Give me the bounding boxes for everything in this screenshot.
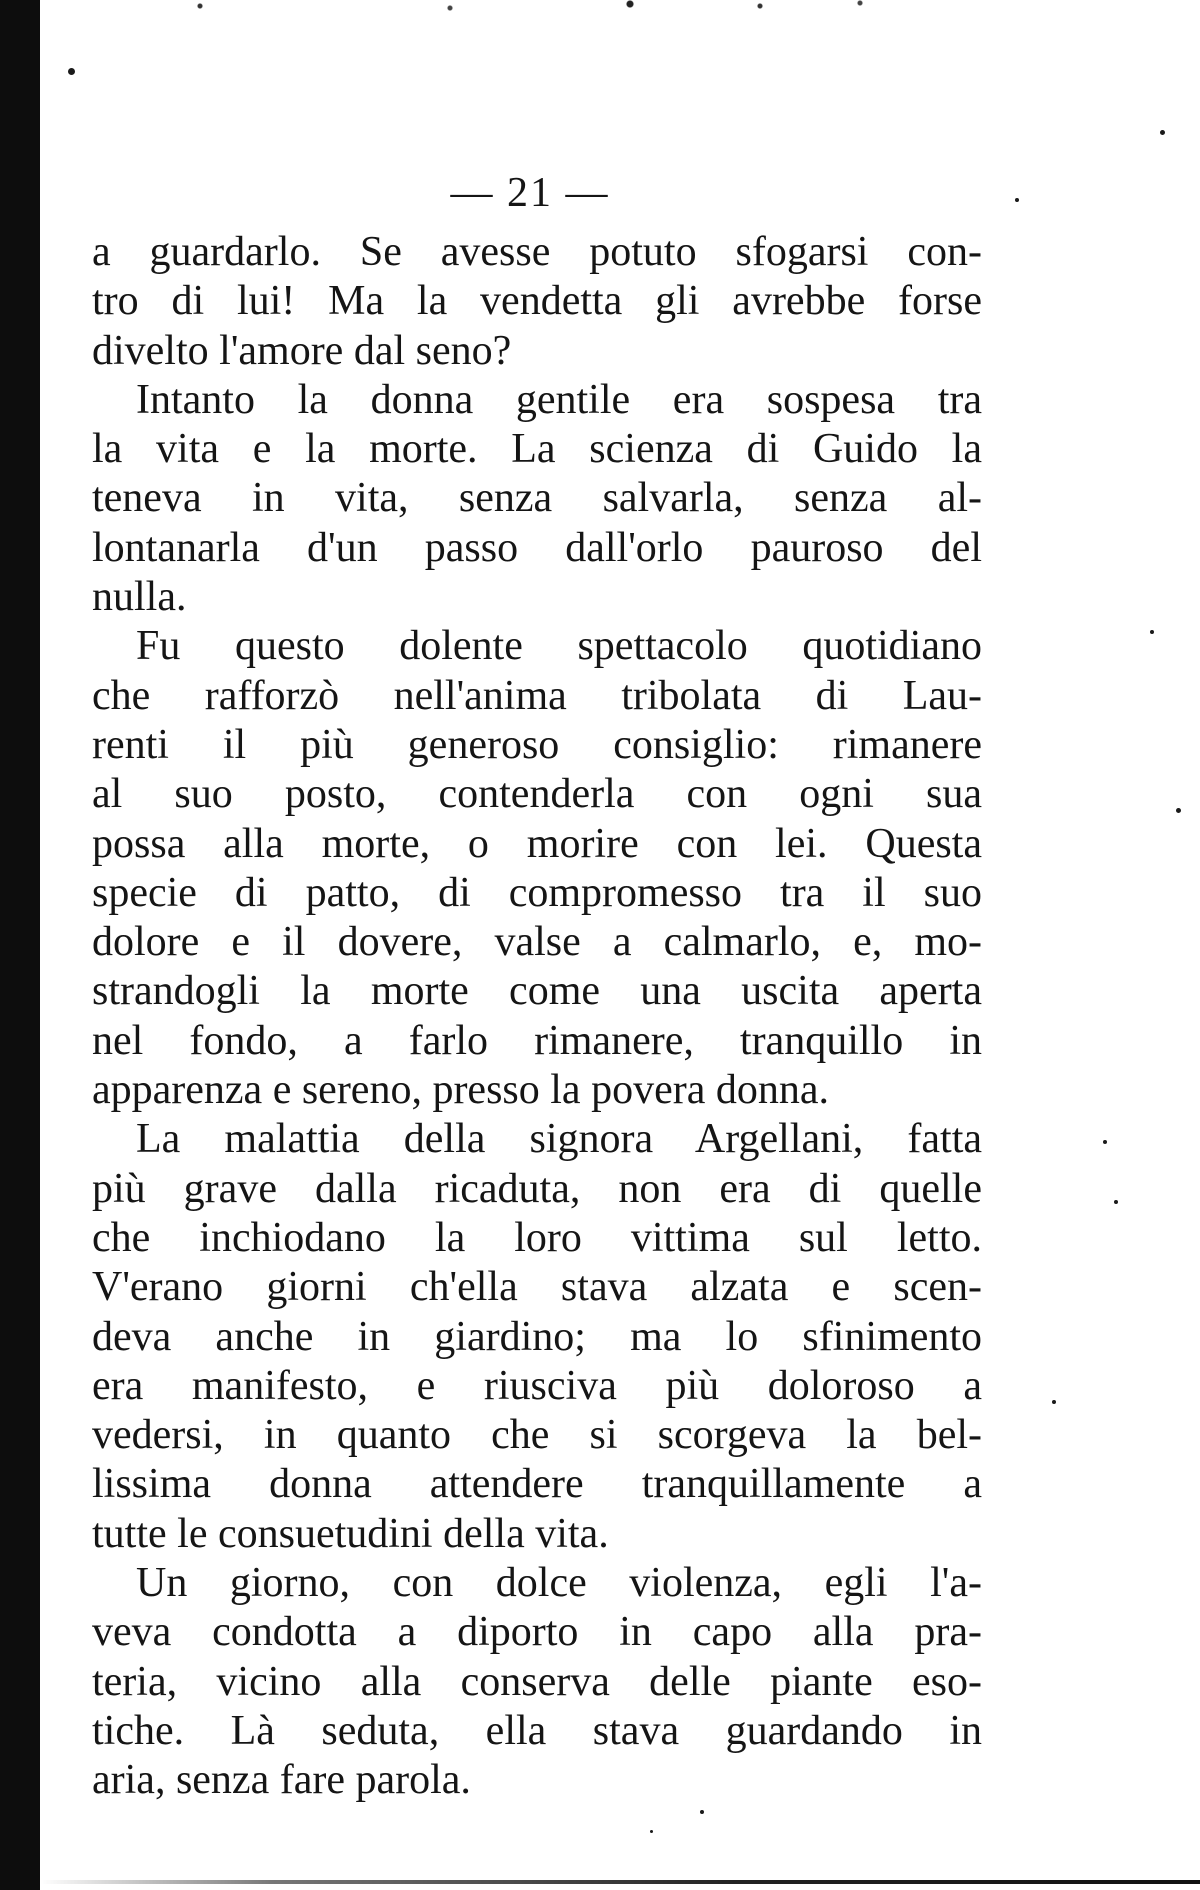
text-line: tiche. Là seduta, ella stava guardando in xyxy=(92,1707,982,1754)
scan-speck xyxy=(1176,808,1181,813)
text-line: dolore e il dovere, valse a calmarlo, e, mo- xyxy=(92,919,982,966)
text-line: al suo posto, contenderla con ogni sua xyxy=(92,771,982,818)
text-line: nel fondo, a farlo rimanere, tranquillo in xyxy=(92,1017,982,1064)
text-line: possa alla morte, o morire con lei. Questa xyxy=(92,820,982,867)
text-line: apparenza e sereno, presso la povera donna. xyxy=(92,1067,829,1114)
text-line: Intanto la donna gentile era sospesa tra xyxy=(136,376,982,423)
scan-speck xyxy=(1114,1200,1118,1204)
text-line: Fu questo dolente spettacolo quotidiano xyxy=(136,623,982,670)
scan-speck xyxy=(1052,1400,1056,1404)
text-line: a guardarlo. Se avesse potuto sfogarsi con- xyxy=(92,229,982,275)
text-line: aria, senza fare parola. xyxy=(92,1757,471,1804)
text-line: che inchiodano la loro vittima sul letto. xyxy=(92,1214,982,1261)
scan-speck xyxy=(68,68,75,75)
scan-edge-bottom xyxy=(40,1880,1200,1884)
scan-speck xyxy=(1160,130,1165,135)
page-body xyxy=(92,228,982,1806)
text-line: V'erano giorni ch'ella stava alzata e scen- xyxy=(92,1264,982,1311)
text-line: era manifesto, e riusciva più doloroso a xyxy=(92,1362,982,1409)
text-line: teria, vicino alla conserva delle piante eso- xyxy=(92,1658,982,1705)
text-line: che rafforzò nell'anima tribolata di Lau- xyxy=(92,672,982,719)
text-line: Un giorno, con dolce violenza, egli l'a- xyxy=(136,1560,982,1607)
text-line: renti il più generoso consiglio: rimanere xyxy=(92,721,982,768)
scan-speck xyxy=(650,1830,653,1833)
text-line: lontanarla d'un passo dall'orlo pauroso del xyxy=(92,524,982,571)
scan-speck xyxy=(1015,198,1019,202)
text-line: tutte le consuetudini della vita. xyxy=(92,1510,609,1557)
text-line: divelto l'amore dal seno? xyxy=(92,327,512,374)
text-line: tro di lui! Ma la vendetta gli avrebbe forse xyxy=(92,278,982,325)
text-line: teneva in vita, senza salvarla, senza al- xyxy=(92,475,982,522)
page-number: — 21 — xyxy=(450,170,610,216)
text-line: vedersi, in quanto che si scorgeva la bel- xyxy=(92,1412,982,1459)
scan-speck xyxy=(700,1810,704,1814)
text-line: nulla. xyxy=(92,574,187,621)
text-line: la vita e la morte. La scienza di Guido la xyxy=(92,426,982,473)
scan-speckle-top xyxy=(40,0,1200,20)
scan-edge-shadow xyxy=(0,0,40,1890)
scan-speck xyxy=(1103,1140,1107,1144)
text-line: specie di patto, di compromesso tra il suo xyxy=(92,869,982,916)
scan-speck xyxy=(1150,630,1154,634)
text-line: deva anche in giardino; ma lo sfinimento xyxy=(92,1313,982,1360)
text-line: lissima donna attendere tranquillamente a xyxy=(92,1461,982,1508)
text-line: La malattia della signora Argellani, fatta xyxy=(136,1116,982,1163)
text-line: strandogli la morte come una uscita aperta xyxy=(92,968,982,1015)
text-line: più grave dalla ricaduta, non era di quelle xyxy=(92,1165,982,1212)
text-line: veva condotta a diporto in capo alla pra- xyxy=(92,1609,982,1656)
